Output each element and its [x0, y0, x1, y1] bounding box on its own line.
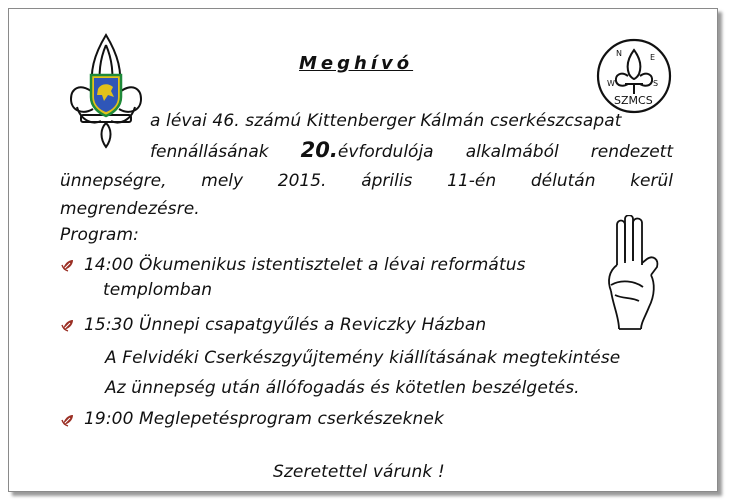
intro-word: alkalmából: [465, 142, 559, 162]
intro-word: fennállásának: [150, 142, 269, 162]
program-text: Meglepetésprogram cserkészeknek: [139, 409, 444, 429]
compass-letter-s: S: [653, 79, 659, 88]
program-text: Ökumenikus istentisztelet a lévai református: [139, 255, 526, 275]
program-item-1: [84, 254, 526, 276]
fleur-de-lis-shield-logo-icon: [67, 31, 145, 149]
program-text: Ünnepi csapatgyűlés a Reviczky Házban: [139, 315, 487, 335]
program-time: 19:00: [84, 409, 134, 429]
intro-line-1: a lévai 46. számú Kittenberger Kálmán cserkészcsapat: [150, 111, 622, 131]
program-item-2: [84, 314, 486, 336]
extra-line-2: Az ünnepség után állófogadás és kötetlen beszélgetés.: [105, 378, 580, 398]
closing-text: Szeretettel várunk !: [273, 462, 445, 482]
intro-word: 11-én: [447, 171, 497, 191]
program-time: 15:30: [84, 315, 134, 335]
intro-word: ünnepségre,: [60, 171, 167, 191]
intro-word: évfordulója: [337, 142, 434, 162]
leaf-bullet-icon: [61, 258, 75, 272]
extra-line-1: A Felvidéki Cserkészgyűjtemény kiállításának megtekintése: [105, 348, 621, 368]
intro-line-3: [60, 170, 673, 192]
page-title: Meghívó: [299, 53, 414, 74]
program-time: 14:00: [84, 255, 134, 275]
intro-line-2: [150, 139, 673, 163]
logo-right-text: SZMCS: [614, 94, 653, 107]
compass-letter-e: E: [650, 53, 656, 62]
szmcs-compass-logo-icon: [594, 36, 674, 118]
intro-word: rendezett: [590, 142, 673, 162]
intro-word: mely: [201, 171, 244, 191]
leaf-bullet-icon: [61, 318, 75, 332]
intro-word: április: [361, 171, 413, 191]
invitation-card: [8, 8, 718, 492]
program-item-3: [84, 408, 444, 430]
program-item-1-continuation: templomban: [103, 280, 213, 300]
intro-word: 2015.: [277, 171, 327, 191]
compass-letter-w: W: [607, 79, 615, 88]
intro-word: délután: [530, 171, 596, 191]
intro-anniversary: [301, 139, 434, 163]
leaf-bullet-icon: [61, 413, 75, 427]
intro-line-4: megrendezésre.: [60, 199, 200, 219]
scout-salute-hand-icon: [601, 215, 671, 333]
intro-word: kerül: [630, 171, 673, 191]
compass-letter-n: N: [616, 49, 622, 58]
anniversary-number: 20.: [300, 138, 338, 162]
program-label: Program:: [60, 225, 139, 245]
